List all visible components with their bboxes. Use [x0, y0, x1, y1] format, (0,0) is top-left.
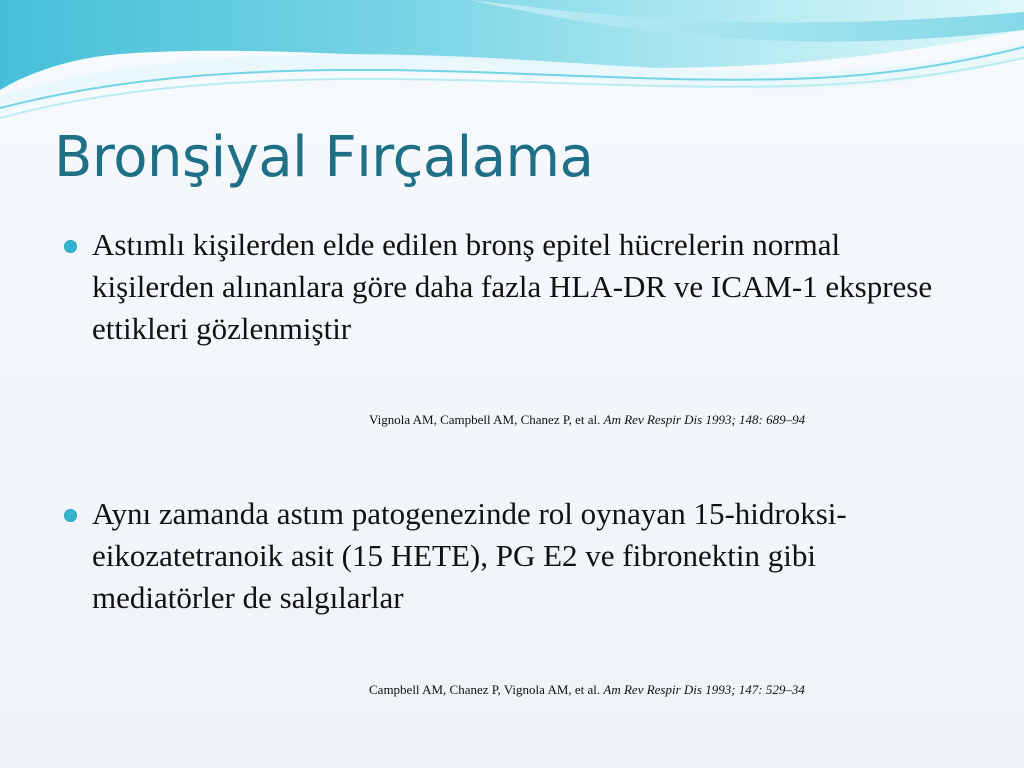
- bullet-dot-icon: [64, 509, 77, 522]
- citation-1: [369, 412, 805, 428]
- wave-accent-right: [470, 0, 1024, 42]
- bullet-text-2: Aynı zamanda astım patogenezinde rol oynayan 15-hidroksi-eikozatetranoik asit (15 HETE), PG E2 ve fibronektin gibi mediatörler de salgılarlar: [92, 496, 847, 615]
- citation-2-authors: Campbell AM, Chanez P, Vignola AM, et al.: [369, 682, 601, 697]
- wave-band-main: [0, 0, 1024, 90]
- slide-title: Bronşiyal Fırçalama: [54, 125, 594, 190]
- decorative-wave-header: [0, 0, 1024, 125]
- bullet-dot-icon: [64, 240, 77, 253]
- citation-2-source: Am Rev Respir Dis 1993; 147: 529–34: [603, 682, 805, 697]
- citation-2: [369, 682, 805, 698]
- wave-line-top: [0, 47, 1024, 108]
- wave-band-light: [0, 43, 1024, 114]
- wave-line-bottom: [0, 58, 1024, 118]
- bullet-text-1: Astımlı kişilerden elde edilen bronş epitel hücrelerin normal kişilerden alınanlara göre daha fazla HLA-DR ve ICAM-1 eksprese ettikleri gözlenmiştir: [92, 227, 933, 346]
- citation-1-authors: Vignola AM, Campbell AM, Chanez P, et al.: [369, 412, 601, 427]
- bullet-item-1: [64, 224, 944, 350]
- citation-1-source: Am Rev Respir Dis 1993; 148: 689–94: [603, 412, 806, 427]
- bullet-item-2: [64, 493, 944, 619]
